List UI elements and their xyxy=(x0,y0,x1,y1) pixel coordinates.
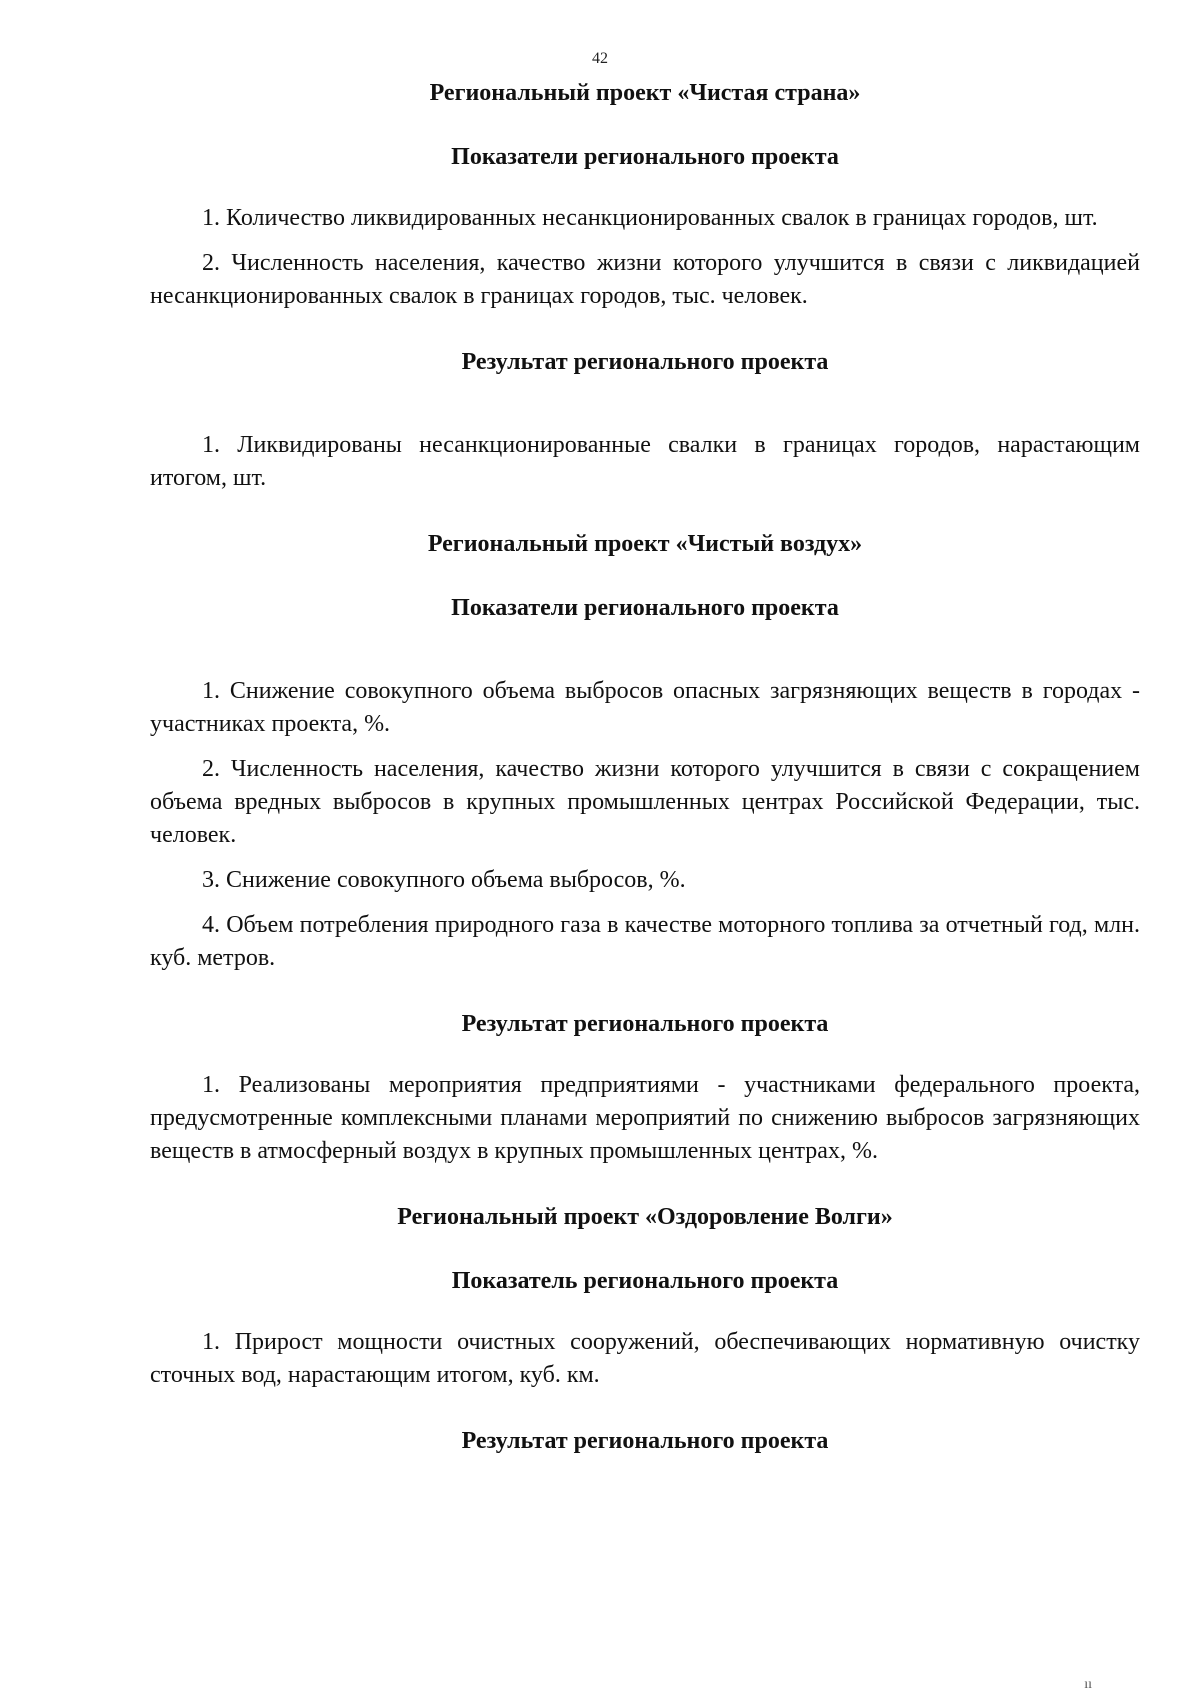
indicators-heading: Показатели регионального проекта xyxy=(451,144,839,170)
project-title: Региональный проект «Оздоровление Волги» xyxy=(397,1204,893,1230)
results-heading: Результат регионального проекта xyxy=(461,1011,829,1037)
scan-artifact-mark: ıı xyxy=(1084,1677,1092,1692)
indicators-heading: Показатель регионального проекта xyxy=(451,1268,839,1294)
indicator-item: 3. Снижение совокупного объема выбросов, %. xyxy=(202,867,686,893)
result-item: 1. Ликвидированы несанкционированные свалки в границах городов, нарастающим итогом, шт. xyxy=(150,432,1140,491)
result-item: 1. Реализованы мероприятия предприятиями - участниками федерального проекта, предусмотренные комплексными планами мероприятий по снижению выбросов загрязняющих веществ в атмосферный воздух в крупных промышленных центрах, %. xyxy=(150,1072,1140,1164)
indicator-item: 4. Объем потребления природного газа в качестве моторного топлива за отчетный год, млн. куб. метров. xyxy=(150,912,1140,971)
indicators-heading: Показатели регионального проекта xyxy=(451,595,839,621)
results-heading: Результат регионального проекта xyxy=(461,1428,829,1454)
project-title: Региональный проект «Чистый воздух» xyxy=(427,531,863,557)
project-title: Региональный проект «Чистая страна» xyxy=(429,80,861,106)
document-body xyxy=(150,78,1140,1456)
page-number: 42 xyxy=(592,50,608,67)
indicator-item: 1. Снижение совокупного объема выбросов опасных загрязняющих веществ в городах - участниках проекта, %. xyxy=(150,678,1140,737)
indicator-item: 1. Количество ликвидированных несанкционированных свалок в границах городов, шт. xyxy=(202,205,1098,231)
indicator-item: 2. Численность населения, качество жизни которого улучшится в связи с сокращением объема вредных выбросов в крупных промышленных центрах Российской Федерации, тыс. человек. xyxy=(150,756,1140,848)
indicator-item: 2. Численность населения, качество жизни которого улучшится в связи с ликвидацией несанкционированных свалок в границах городов, тыс. человек. xyxy=(150,250,1140,309)
results-heading: Результат регионального проекта xyxy=(461,349,829,375)
indicator-item: 1. Прирост мощности очистных сооружений, обеспечивающих нормативную очистку сточных вод, нарастающим итогом, куб. км. xyxy=(150,1329,1140,1388)
